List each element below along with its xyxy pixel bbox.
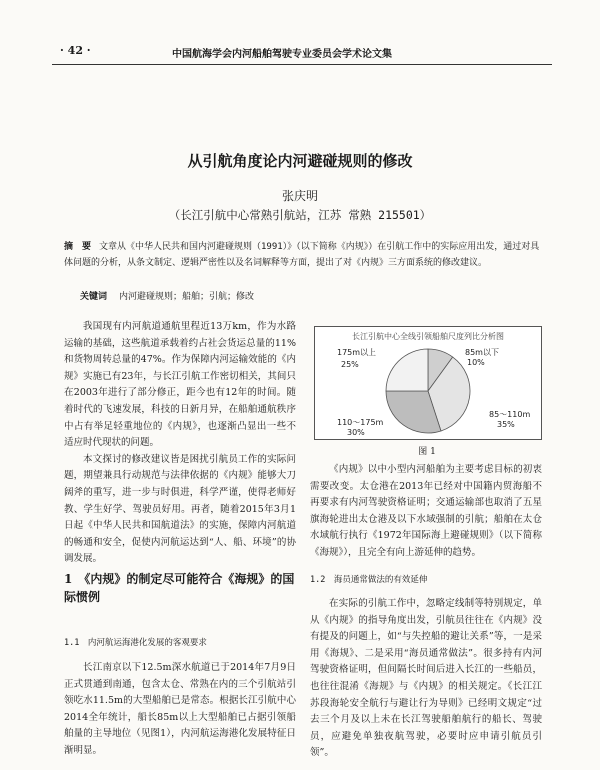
- pie-category-label-3: 85～110m: [489, 410, 531, 419]
- article-author: 张庆明: [281, 189, 318, 203]
- pie-slice-1: [386, 349, 428, 391]
- left-column-intro: [64, 319, 296, 568]
- pie-category-label-2: 85m以下: [465, 348, 499, 357]
- header-rule: [52, 64, 552, 65]
- pie-category-label-1: 175m以上: [337, 348, 377, 357]
- intro-paragraph-1: 我国现有内河航道通航里程近13万km，作为水路运输的基础，这些航道承载着约占社会货运总量的11%和货物周转总量的47%。作为保障内河运输效能的《内规》实施已有23年，与长江引航工作密切相关，其间只在2003年进行了部分修正，距今也有12年的时间。随着时代的飞速发展，科技的日新月异，在船舶通航秩序中占有举足轻重地位的《内规》，也逐渐凸显出一些不适应时代现状的问题。: [64, 321, 296, 449]
- page-header: [52, 44, 552, 62]
- chart-title: 长江引航中心全线引领船舶尺度列比分析图: [352, 332, 504, 341]
- right-column-section-1-2: [310, 596, 542, 762]
- pie-value-label-3: 35%: [497, 420, 515, 429]
- intro-paragraph-2: 本文探讨的修改建议皆是困扰引航员工作的实际问题，期望兼具行动规范与法律依据的《内规》能够大刀阔斧的重写，进一步与时俱进，科学严谨，使得老师好教、学生好学、驾驶员好用。再者，随着2015年3月1日起《中华人民共和国航道法》的实施，保障内河航道的畅通和安全，促使内河航运达到“人、船、环境”的协调发展。: [64, 453, 296, 565]
- abstract-text: 文章从《中华人民共和国内河避碰规则（1991）》（以下简称《内规》）在引航工作中的实际应用出发，通过对具体问题的分析，从条文制定、逻辑严密性以及名词解释等方面，提出了对《内规》三方面系统的修改建议。: [64, 242, 540, 268]
- pie-chart: [315, 327, 541, 439]
- figure-caption: 图 1: [418, 447, 436, 457]
- section-1-2-heading: 1.2 海员通常做法的有效延伸: [310, 575, 428, 585]
- article-title: 从引航角度论内河避碰规则的修改: [187, 152, 413, 170]
- abstract: [64, 239, 542, 271]
- pie-value-label-2: 10%: [467, 358, 485, 367]
- left-column-section-1-1: [64, 660, 296, 760]
- abstract-label: 摘 要: [64, 242, 92, 252]
- keywords-text: 内河避碰规则；船舶；引航；修改: [119, 292, 255, 302]
- section-1-1-heading: 1.1 内河航运海港化发展的客观要求: [64, 638, 207, 648]
- section-1-heading: 1 《内规》的制定尽可能符合《海规》的国际惯例: [64, 572, 295, 604]
- figure-1: [314, 326, 542, 440]
- section-1-2-paragraph: 在实际的引航工作中，忽略定线制等特别规定，单从《内规》的指导角度出发，引航员往往在《内规》没有提及的问题上，如“与失控船的避让关系”等，一是采用《海规》、二是采用“海员通常做法”。很多持有内河驾驶资格证明，但间隔长时间后进入长江的一些船员，也往往混淆《海规》与《内规》的相关规定。《长江江苏段海轮安全航行与避让行为导则》已经明文规定“过去三个月及以上未在长江驾驶船舶航行的船长、驾驶员，应避免单独夜航驾驶，必要时应申请引航员引领”。: [310, 598, 542, 759]
- section-1-1-paragraph: 长江南京以下12.5m深水航道已于2014年7月9日正式贯通到南通，包含太仓、常熟在内的三个引航站引领吃水11.5m的大型船舶已是常态。根据长江引航中心2014全年统计，船长85m以上大型船舶已占据引领船舶量的主导地位（见图1），内河航运海港化发展特征日渐明显。: [64, 662, 296, 756]
- pie-category-label-4: 110～175m: [337, 418, 384, 427]
- pie-value-label-1: 25%: [341, 360, 359, 369]
- keywords-label: 关键词: [80, 292, 108, 302]
- keywords: [80, 289, 254, 302]
- journal-title: 中国航海学会内河船舶驾驶专业委员会学术论文集: [172, 49, 392, 60]
- right-column-top: [310, 462, 542, 562]
- page-number: · 42 ·: [60, 44, 91, 57]
- right-paragraph-1: 《内规》以中小型内河船舶为主要考虑目标的初衷需要改变。太仓港在2013年已经对中国籍内贸海船不再要求有内河驾驶资格证明；交通运输部也取消了五星旗海轮进出太仓港及以下水域强制的引航；船舶在太仓水域航行执行《1972年国际海上避碰规则》（以下简称《海规》），且完全有向上游延伸的趋势。: [310, 464, 542, 558]
- pie-value-label-4: 30%: [347, 428, 365, 437]
- article-affiliation: （长江引航中心常熟引航站，江苏 常熟 215501）: [168, 208, 432, 222]
